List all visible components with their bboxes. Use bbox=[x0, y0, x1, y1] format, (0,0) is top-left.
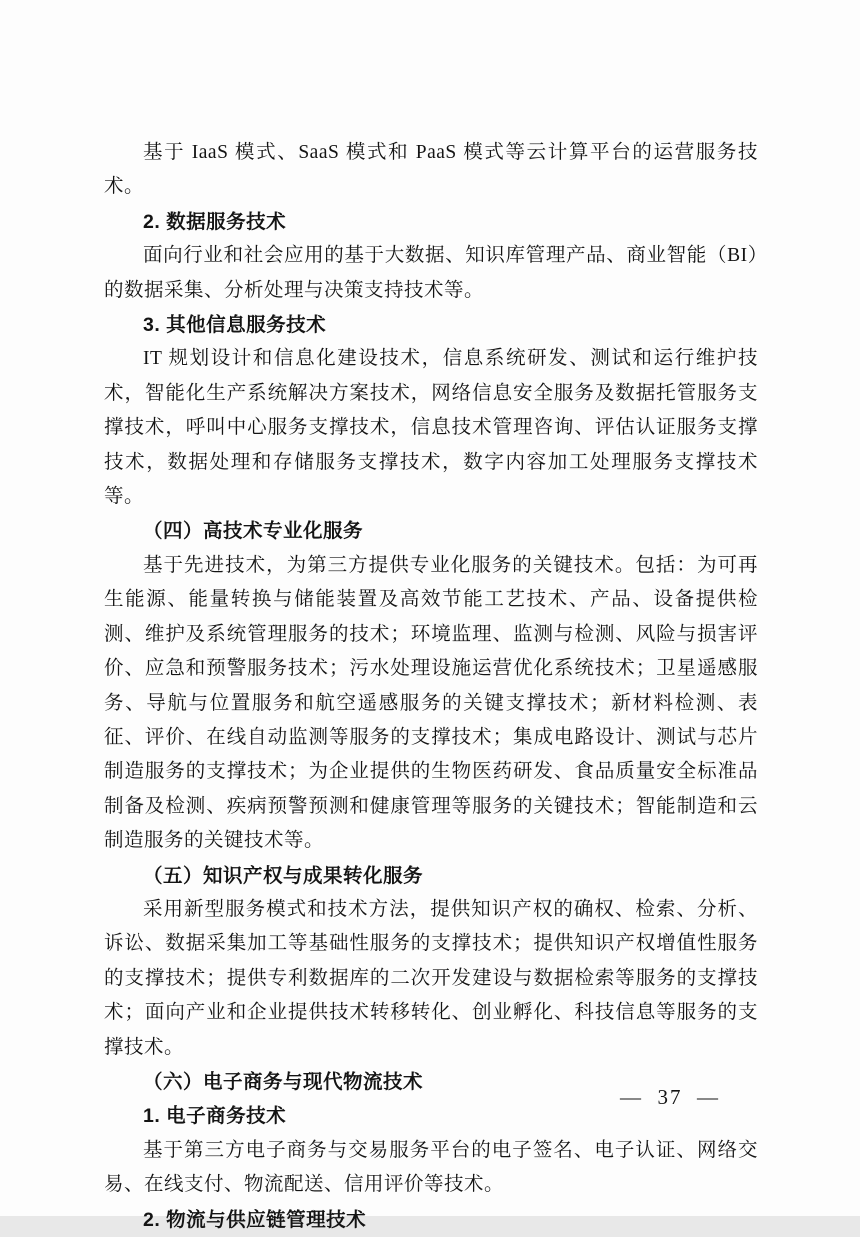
page-number: — 37 — bbox=[620, 1085, 720, 1109]
heading-4-hightech-professional-service: （四）高技术专业化服务 bbox=[143, 520, 364, 543]
para-cloud-computing-services: 基于 IaaS 模式、SaaS 模式和 PaaS 模式等云计算平台的运营服务技术。 bbox=[104, 142, 758, 198]
heading-2-data-service-tech: 2. 数据服务技术 bbox=[143, 210, 287, 233]
heading-2-logistics-supply-chain-tech: 2. 物流与供应链管理技术 bbox=[143, 1208, 367, 1231]
document-body bbox=[104, 136, 758, 1237]
para-hightech-professional-service: 基于先进技术，为第三方提供专业化服务的关键技术。包括：为可再生能源、能量转换与储能装置及高效节能工艺技术、产品、设备提供检测、维护及系统管理服务的技术；环境监理、监测与检测、风险与损害评价、应急和预警服务技术；污水处理设施运营优化系统技术；卫星遥感服务、导航与位置服务和航空遥感服务的关键支撑技术；新材料检测、表征、评价、在线自动监测等服务的支撑技术；集成电路设计、测试与芯片制造服务的支撑技术；为企业提供的生物医药研发、食品质量安全标准品制备及检测、疾病预警预测和健康管理等服务的关键技术；智能制造和云制造服务的关键技术等。 bbox=[104, 554, 758, 852]
para-ecommerce-tech: 基于第三方电子商务与交易服务平台的电子签名、电子认证、网络交易、在线支付、物流配送、信用评价等技术。 bbox=[104, 1139, 758, 1196]
heading-5-ip-achievement-transform: （五）知识产权与成果转化服务 bbox=[143, 864, 424, 887]
heading-1-ecommerce-tech: 1. 电子商务技术 bbox=[143, 1105, 287, 1128]
para-ip-achievement-transform: 采用新型服务模式和技术方法，提供知识产权的确权、检索、分析、诉讼、数据采集加工等基础性服务的支撑技术；提供知识产权增值性服务的支撑技术；提供专利数据库的二次开发建设与数据检索等服务的支撑技术；面向产业和企业提供技术转移转化、创业孵化、科技信息等服务的支撑技术。 bbox=[104, 898, 758, 1058]
para-data-service-tech: 面向行业和社会应用的基于大数据、知识库管理产品、商业智能（BI）的数据采集、分析处理与决策支持技术等。 bbox=[104, 245, 758, 301]
heading-3-other-info-service-tech: 3. 其他信息服务技术 bbox=[143, 314, 327, 337]
para-other-info-service-tech: IT 规划设计和信息化建设技术，信息系统研发、测试和运行维护技术，智能化生产系统解决方案技术，网络信息安全服务及数据托管服务支撑技术，呼叫中心服务支撑技术，信息技术管理咨询、评估认证服务支撑技术，数据处理和存储服务支撑技术，数字内容加工处理服务支撑技术等。 bbox=[104, 348, 758, 508]
heading-6-ecommerce-modern-logistics: （六）电子商务与现代物流技术 bbox=[143, 1070, 424, 1093]
